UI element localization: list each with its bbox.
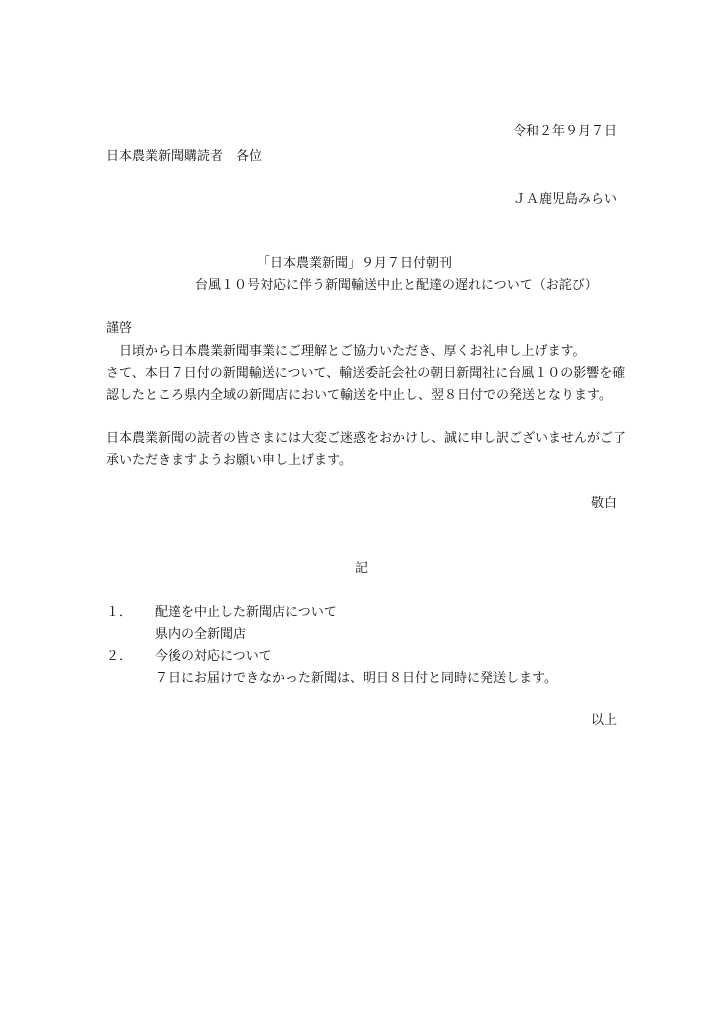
end-ijou: 以上 [590,713,617,728]
item-1-number: １． [106,605,133,620]
salutation: 謹啓 [106,321,133,336]
closing-keihaku: 敬白 [590,496,617,511]
paragraph-1-line-3: 認したところ県内全域の新聞店において輸送を中止し、翌８日付での発送となります。 [106,388,612,403]
paragraph-1-line-1: 日頃から日本農業新聞事業にご理解とご協力いただき、厚くお礼申し上げます。 [106,344,586,359]
paragraph-1-line-2: さて、本日７日付の新聞輸送について、輸送委託会社の朝日新聞社に台風１０の影響を確 [106,366,626,381]
recipient-line: 日本農業新聞購読者 各位 [106,149,263,164]
paragraph-2-line-1: 日本農業新聞の読者の皆さまには大変ご迷惑をおかけし、誠に申し訳ございませんがご了 [106,431,627,446]
item-2-number: ２． [106,649,133,664]
ki-heading: 記 [355,561,369,576]
item-2-heading: 今後の対応について [155,649,272,664]
notice-title-line-1: 「日本農業新聞」９月７日付朝刊 [257,256,453,271]
item-2-detail: ７日にお届けできなかった新聞は、明日８日付と同時に発送します。 [155,671,557,686]
document-date: 令和２年９月７日 [512,124,617,139]
notice-title-line-2: 台風１０号対応に伴う新聞輸送中止と配達の遅れについて（お詫び） [195,278,598,293]
item-1-heading: 配達を中止した新聞店について [155,605,337,620]
paragraph-2-line-2: 承いただきますようお願い申し上げます。 [106,453,352,468]
sender-line: ＪＡ鹿児島みらい [512,192,617,207]
item-1-detail: 県内の全新聞店 [155,627,247,642]
